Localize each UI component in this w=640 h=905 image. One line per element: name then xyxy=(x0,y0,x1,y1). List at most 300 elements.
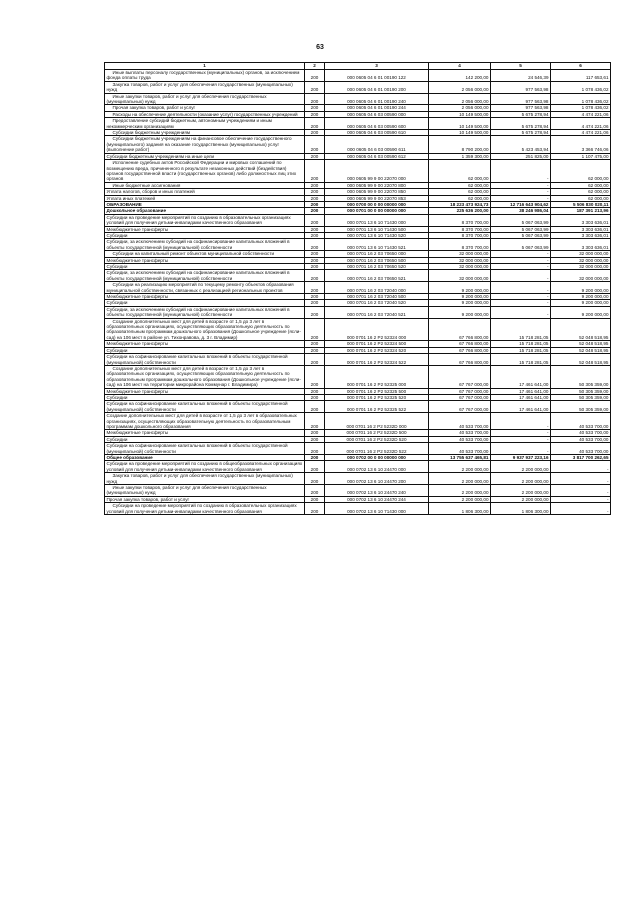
line-code: 200 xyxy=(305,473,325,485)
executed-amount: 17 461 641,00 xyxy=(491,401,551,413)
table-row xyxy=(105,496,611,502)
unexecuted-amount: 52 048 518,95 xyxy=(551,341,611,347)
table-row xyxy=(105,239,611,251)
column-header: 5 xyxy=(491,63,551,70)
executed-amount: 5 675 278,94 xyxy=(491,130,551,136)
budget-classification-code: 000 0701 16 2 P2 5232D 520 xyxy=(325,436,429,442)
approved-amount: 2 200 000,00 xyxy=(429,461,491,473)
line-code: 200 xyxy=(305,189,325,195)
approved-amount: 67 766 800,00 xyxy=(429,354,491,366)
row-name: Исполнение судебных актов Российской Федерации и мировых соглашений по возмещению вреда, причиненного в результате незаконных действий (бездействия) органов государственной власти (государственных органов) либо должностных лиц этих органов xyxy=(105,160,305,183)
row-name: Уплата налогов, сборов и иных платежей xyxy=(105,189,305,195)
unexecuted-amount: 187 391 213,96 xyxy=(551,208,611,214)
budget-classification-code: 000 0701 16 2 P2 52324 500 xyxy=(325,341,429,347)
line-code: 200 xyxy=(305,226,325,232)
table-row xyxy=(105,503,611,515)
approved-amount: 8 370 700,00 xyxy=(429,214,491,226)
line-code: 200 xyxy=(305,232,325,238)
row-name: Субсидии xyxy=(105,264,305,270)
approved-amount: 10 149 500,00 xyxy=(429,130,491,136)
executed-amount: - xyxy=(491,270,551,282)
executed-amount: - xyxy=(491,195,551,201)
line-code: 200 xyxy=(305,282,325,294)
table-body xyxy=(105,63,611,515)
row-name: Создание дополнительных мест для детей в возрасте от 1,5 до 3 лет в образовательных организациях, осуществляющих образовательную деятельность по образовательным программам дошкольного образования (Дошкольное учреждение (ясли-сад) на 106 мест в районе ул. Тихонравова, д. 3 г. Владимир) xyxy=(105,318,305,341)
unexecuted-amount: 32 000 000,00 xyxy=(551,270,611,282)
unexecuted-amount: 40 533 700,00 xyxy=(551,436,611,442)
table-row xyxy=(105,105,611,111)
budget-classification-code: 000 0605 99 9 00 22070 000 xyxy=(325,160,429,183)
executed-amount: 2 200 000,00 xyxy=(491,485,551,497)
row-name: Иные закупки товаров, работ и услуг для обеспечения государственных (муниципальных) нужд xyxy=(105,485,305,497)
line-code: 200 xyxy=(305,306,325,318)
executed-amount: - xyxy=(491,160,551,183)
unexecuted-amount: 9 200 000,00 xyxy=(551,300,611,306)
budget-classification-code: 000 0700 00 0 00 00000 000 xyxy=(325,201,429,207)
line-code: 200 xyxy=(305,130,325,136)
unexecuted-amount: 5 506 830 020,11 xyxy=(551,201,611,207)
row-name: Субсидии, за исключением субсидий на софинансирование капитальных вложений в объекты государственной (муниципальной) собственности xyxy=(105,239,305,251)
row-name: Дошкольное образование xyxy=(105,208,305,214)
executed-amount: - xyxy=(491,264,551,270)
approved-amount: 67 766 800,00 xyxy=(429,341,491,347)
row-name: Иные закупки товаров, работ и услуг для обеспечения государственных (муниципальных) нужд xyxy=(105,93,305,105)
row-name: Субсидии на капитальный ремонт объектов муниципальной собственности xyxy=(105,251,305,257)
executed-amount: - xyxy=(491,189,551,195)
row-name: Прочая закупка товаров, работ и услуг xyxy=(105,105,305,111)
table-header-row xyxy=(105,63,611,70)
executed-amount: - xyxy=(491,300,551,306)
unexecuted-amount: 9 200 000,00 xyxy=(551,294,611,300)
row-name: Общее образование xyxy=(105,455,305,461)
executed-amount: 15 718 281,05 xyxy=(491,347,551,353)
row-name: Межбюджетные трансферты xyxy=(105,257,305,263)
approved-amount: 225 636 200,00 xyxy=(429,208,491,214)
row-name: Уплата иных платежей xyxy=(105,195,305,201)
executed-amount: 977 563,98 xyxy=(491,81,551,93)
row-name: Иные бюджетные ассигнования xyxy=(105,182,305,188)
budget-classification-code: 000 0701 16 2 03 72040 500 xyxy=(325,294,429,300)
executed-amount: 977 563,98 xyxy=(491,93,551,105)
budget-classification-code: 000 0701 16 2 P2 52324 520 xyxy=(325,347,429,353)
approved-amount: 67 767 000,00 xyxy=(429,388,491,394)
unexecuted-amount: 3 817 700 262,65 xyxy=(551,455,611,461)
budget-classification-code: 000 0605 99 9 00 22070 800 xyxy=(325,182,429,188)
table-row xyxy=(105,365,611,388)
row-name: Закупка товаров, работ и услуг для обеспечения государственных (муниципальных) нужд xyxy=(105,473,305,485)
executed-amount: - xyxy=(491,413,551,430)
budget-classification-code: 000 0701 13 6 10 71430 500 xyxy=(325,226,429,232)
row-name: Расходы на обеспечение деятельности (оказание услуг) государственных учреждений xyxy=(105,111,305,117)
unexecuted-amount: 3 303 636,01 xyxy=(551,232,611,238)
line-code: 200 xyxy=(305,160,325,183)
executed-amount: 15 718 281,05 xyxy=(491,341,551,347)
table-row xyxy=(105,111,611,117)
unexecuted-amount: 62 000,00 xyxy=(551,182,611,188)
budget-classification-code: 000 0701 16 2 P2 52324 522 xyxy=(325,354,429,366)
unexecuted-amount: 50 305 359,00 xyxy=(551,388,611,394)
line-code: 200 xyxy=(305,455,325,461)
executed-amount: - xyxy=(491,306,551,318)
row-name: Предоставление субсидий бюджетным, автономным учреждениям и иным некоммерческим организациям xyxy=(105,118,305,130)
unexecuted-amount: 52 048 518,95 xyxy=(551,318,611,341)
unexecuted-amount: 32 000 000,00 xyxy=(551,251,611,257)
row-name: Межбюджетные трансферты xyxy=(105,341,305,347)
unexecuted-amount: - xyxy=(551,473,611,485)
executed-amount: 5 067 063,99 xyxy=(491,226,551,232)
unexecuted-amount: 1 107 475,00 xyxy=(551,153,611,159)
line-code: 200 xyxy=(305,136,325,153)
budget-classification-code: 000 0701 16 2 P2 5232D 522 xyxy=(325,443,429,455)
executed-amount: - xyxy=(491,282,551,294)
unexecuted-amount: - xyxy=(551,503,611,515)
budget-classification-code: 000 0702 00 0 00 00000 000 xyxy=(325,455,429,461)
row-name: Межбюджетные трансферты xyxy=(105,430,305,436)
line-code: 200 xyxy=(305,118,325,130)
budget-classification-code: 000 0702 13 6 10 24470 240 xyxy=(325,485,429,497)
budget-classification-code: 000 0605 99 9 00 22070 853 xyxy=(325,195,429,201)
executed-amount: 977 563,98 xyxy=(491,105,551,111)
line-code: 200 xyxy=(305,264,325,270)
approved-amount: 67 767 000,00 xyxy=(429,365,491,388)
table-row xyxy=(105,270,611,282)
line-code: 200 xyxy=(305,195,325,201)
budget-classification-code: 000 0701 16 2 P2 52325 000 xyxy=(325,365,429,388)
budget-classification-code: 000 0701 16 2 03 70650 000 xyxy=(325,251,429,257)
approved-amount: 40 533 700,00 xyxy=(429,443,491,455)
table-row xyxy=(105,130,611,136)
approved-amount: 1 806 300,00 xyxy=(429,503,491,515)
table-row xyxy=(105,306,611,318)
line-code: 200 xyxy=(305,201,325,207)
line-code: 200 xyxy=(305,93,325,105)
budget-classification-code: 000 0701 16 2 P2 52325 500 xyxy=(325,388,429,394)
approved-amount: 32 000 000,00 xyxy=(429,257,491,263)
unexecuted-amount: 3 303 636,01 xyxy=(551,226,611,232)
table-row xyxy=(105,93,611,105)
row-name: Субсидии xyxy=(105,347,305,353)
budget-classification-code: 000 0701 16 2 03 70650 520 xyxy=(325,264,429,270)
row-name: Субсидии xyxy=(105,436,305,442)
approved-amount: 62 000,00 xyxy=(429,182,491,188)
row-name: Создание дополнительных мест для детей в возрасте от 1,5 до 3 лет в образовательных организациях, осуществляющих образовательную деятельность по образовательным программам дошкольного образования (Дошкольное учреждение (ясли-сад) на 106 мест на территории микрорайона Коммунар г. Владимира) xyxy=(105,365,305,388)
row-name: Прочая закупка товаров, работ и услуг xyxy=(105,496,305,502)
line-code: 200 xyxy=(305,251,325,257)
budget-classification-code: 000 0702 13 6 10 24470 000 xyxy=(325,461,429,473)
executed-amount: 17 461 641,00 xyxy=(491,365,551,388)
executed-amount: 5 067 063,99 xyxy=(491,239,551,251)
executed-amount: - xyxy=(491,443,551,455)
line-code: 200 xyxy=(305,300,325,306)
unexecuted-amount: 62 000,00 xyxy=(551,160,611,183)
unexecuted-amount: 50 305 359,00 xyxy=(551,394,611,400)
executed-amount: - xyxy=(491,251,551,257)
row-name: Субсидии xyxy=(105,232,305,238)
budget-classification-code: 000 0701 16 2 P2 52325 522 xyxy=(325,401,429,413)
budget-classification-code: 000 0702 13 6 10 24470 244 xyxy=(325,496,429,502)
budget-classification-code: 000 0701 16 2 P2 52324 000 xyxy=(325,318,429,341)
approved-amount: 2 200 000,00 xyxy=(429,496,491,502)
line-code: 200 xyxy=(305,318,325,341)
approved-amount: 10 149 500,00 xyxy=(429,118,491,130)
table-row xyxy=(105,136,611,153)
row-name: Субсидии, за исключением субсидий на софинансирование капитальных вложений в объекты государственной (муниципальной) собственности xyxy=(105,270,305,282)
line-code: 200 xyxy=(305,153,325,159)
executed-amount: 24 546,39 xyxy=(491,70,551,82)
approved-amount: 62 000,00 xyxy=(429,160,491,183)
executed-amount: 5 067 063,99 xyxy=(491,232,551,238)
approved-amount: 40 533 700,00 xyxy=(429,413,491,430)
approved-amount: 9 200 000,00 xyxy=(429,294,491,300)
executed-amount: 38 246 986,04 xyxy=(491,208,551,214)
budget-classification-code: 000 0605 04 6 01 00190 200 xyxy=(325,81,429,93)
row-name: Субсидии бюджетным учреждениям на финансовое обеспечение государственного (муниципального) задания на оказание государственных (муниципальных) услуг (выполнение работ) xyxy=(105,136,305,153)
executed-amount: - xyxy=(491,182,551,188)
line-code: 200 xyxy=(305,81,325,93)
approved-amount: 9 200 000,00 xyxy=(429,300,491,306)
executed-amount: 5 675 278,94 xyxy=(491,118,551,130)
line-code: 200 xyxy=(305,294,325,300)
budget-classification-code: 000 0605 04 6 01 00190 240 xyxy=(325,93,429,105)
approved-amount: 67 767 000,00 xyxy=(429,394,491,400)
row-name: Субсидии на софинансирование капитальных вложений в объекты государственной (муниципальной) собственности xyxy=(105,354,305,366)
line-code: 200 xyxy=(305,111,325,117)
row-name: Субсидии бюджетным учреждениям на иные цели xyxy=(105,153,305,159)
unexecuted-amount: 3 303 636,01 xyxy=(551,214,611,226)
budget-classification-code: 000 0605 04 6 03 00590 611 xyxy=(325,136,429,153)
approved-amount: 67 766 800,00 xyxy=(429,347,491,353)
table-row xyxy=(105,318,611,341)
approved-amount: 9 200 000,00 xyxy=(429,282,491,294)
line-code: 200 xyxy=(305,341,325,347)
line-code: 200 xyxy=(305,401,325,413)
approved-amount: 32 000 000,00 xyxy=(429,264,491,270)
table-row xyxy=(105,70,611,82)
approved-amount: 18 223 473 924,73 xyxy=(429,201,491,207)
budget-classification-code: 000 0702 13 6 10 71430 000 xyxy=(325,503,429,515)
budget-classification-code: 000 0701 16 2 03 72040 521 xyxy=(325,306,429,318)
approved-amount: 142 200,00 xyxy=(429,70,491,82)
column-header: 4 xyxy=(429,63,491,70)
executed-amount: 12 716 643 904,62 xyxy=(491,201,551,207)
unexecuted-amount: 1 078 436,02 xyxy=(551,93,611,105)
budget-execution-table xyxy=(104,62,611,515)
unexecuted-amount: 9 200 000,00 xyxy=(551,306,611,318)
budget-classification-code: 000 0701 13 6 10 71430 520 xyxy=(325,232,429,238)
budget-classification-code: 000 0701 16 2 03 72040 000 xyxy=(325,282,429,294)
approved-amount: 2 200 000,00 xyxy=(429,485,491,497)
unexecuted-amount: 62 000,00 xyxy=(551,195,611,201)
unexecuted-amount: - xyxy=(551,461,611,473)
executed-amount: 15 718 281,05 xyxy=(491,354,551,366)
row-name: Субсидии xyxy=(105,394,305,400)
budget-classification-code: 000 0605 04 6 03 00590 000 xyxy=(325,111,429,117)
approved-amount: 13 755 637 465,81 xyxy=(429,455,491,461)
row-name: Субсидии xyxy=(105,300,305,306)
budget-classification-code: 000 0701 13 6 10 71430 000 xyxy=(325,214,429,226)
budget-classification-code: 000 0701 16 2 03 70650 521 xyxy=(325,270,429,282)
unexecuted-amount: 62 000,00 xyxy=(551,189,611,195)
approved-amount: 2 056 000,00 xyxy=(429,93,491,105)
table-row xyxy=(105,461,611,473)
unexecuted-amount: 32 000 000,00 xyxy=(551,257,611,263)
unexecuted-amount: 50 305 359,00 xyxy=(551,365,611,388)
budget-classification-code: 000 0605 04 6 01 00190 244 xyxy=(325,105,429,111)
unexecuted-amount: 40 533 700,00 xyxy=(551,443,611,455)
approved-amount: 10 149 500,00 xyxy=(429,111,491,117)
page-number: 63 xyxy=(316,44,324,51)
approved-amount: 62 000,00 xyxy=(429,189,491,195)
unexecuted-amount: 4 474 221,06 xyxy=(551,118,611,130)
line-code: 200 xyxy=(305,70,325,82)
row-name: Закупка товаров, работ и услуг для обеспечения государственных (муниципальных) нужд xyxy=(105,81,305,93)
executed-amount: 5 423 453,94 xyxy=(491,136,551,153)
approved-amount: 2 200 000,00 xyxy=(429,473,491,485)
line-code: 200 xyxy=(305,182,325,188)
line-code: 200 xyxy=(305,430,325,436)
executed-amount: 2 200 000,00 xyxy=(491,496,551,502)
row-name: Субсидии на реализацию мероприятий по текущему ремонту объектов образования муниципальной собственности, связанных с реализацией региональных проектов xyxy=(105,282,305,294)
approved-amount: 67 767 000,00 xyxy=(429,401,491,413)
executed-amount: 5 067 063,99 xyxy=(491,214,551,226)
unexecuted-amount: 32 000 000,00 xyxy=(551,264,611,270)
unexecuted-amount: 50 305 359,00 xyxy=(551,401,611,413)
approved-amount: 32 000 000,00 xyxy=(429,251,491,257)
budget-classification-code: 000 0701 16 2 03 72040 520 xyxy=(325,300,429,306)
approved-amount: 67 766 800,00 xyxy=(429,318,491,341)
column-header: 1 xyxy=(105,63,305,70)
approved-amount: 9 200 000,00 xyxy=(429,306,491,318)
line-code: 200 xyxy=(305,394,325,400)
line-code: 200 xyxy=(305,257,325,263)
row-name: Межбюджетные трансферты xyxy=(105,388,305,394)
unexecuted-amount: 52 048 518,95 xyxy=(551,354,611,366)
unexecuted-amount: - xyxy=(551,485,611,497)
executed-amount: 5 675 278,94 xyxy=(491,111,551,117)
unexecuted-amount: 9 200 000,00 xyxy=(551,282,611,294)
table-row xyxy=(105,81,611,93)
line-code: 200 xyxy=(305,270,325,282)
executed-amount: - xyxy=(491,294,551,300)
row-name: Создание дополнительных мест для детей в возрасте от 1,5 до 3 лет в образовательных организациях, осуществляющих образовательную деятельность по образовательным программам дошкольного образования xyxy=(105,413,305,430)
row-name: Субсидии на проведение мероприятий по созданию в образовательных организациях условий для получения детьми-инвалидами качественного образования xyxy=(105,214,305,226)
executed-amount: - xyxy=(491,430,551,436)
line-code: 200 xyxy=(305,443,325,455)
executed-amount: 2 200 000,00 xyxy=(491,461,551,473)
line-code: 200 xyxy=(305,347,325,353)
row-name: Субсидии бюджетным учреждениям xyxy=(105,130,305,136)
table-row xyxy=(105,153,611,159)
table-row xyxy=(105,160,611,183)
budget-classification-code: 000 0605 04 6 01 00190 122 xyxy=(325,70,429,82)
line-code: 200 xyxy=(305,239,325,251)
line-code: 200 xyxy=(305,214,325,226)
budget-classification-code: 000 0701 16 2 P2 5232D 500 xyxy=(325,430,429,436)
unexecuted-amount: 3 366 746,06 xyxy=(551,136,611,153)
unexecuted-amount: 3 303 636,01 xyxy=(551,239,611,251)
unexecuted-amount: 52 048 518,95 xyxy=(551,347,611,353)
table-row xyxy=(105,354,611,366)
budget-classification-code: 000 0701 16 2 03 70650 500 xyxy=(325,257,429,263)
approved-amount: 1 359 300,00 xyxy=(429,153,491,159)
line-code: 200 xyxy=(305,354,325,366)
approved-amount: 2 056 000,00 xyxy=(429,105,491,111)
unexecuted-amount: 1 078 436,02 xyxy=(551,81,611,93)
budget-classification-code: 000 0701 16 2 P2 5232D 000 xyxy=(325,413,429,430)
approved-amount: 40 533 700,00 xyxy=(429,436,491,442)
approved-amount: 62 000,00 xyxy=(429,195,491,201)
column-header: 2 xyxy=(305,63,325,70)
column-header: 6 xyxy=(551,63,611,70)
approved-amount: 8 370 700,00 xyxy=(429,239,491,251)
unexecuted-amount: 4 474 221,06 xyxy=(551,111,611,117)
executed-amount: 9 937 937 223,16 xyxy=(491,455,551,461)
table-row xyxy=(105,485,611,497)
unexecuted-amount: 117 653,61 xyxy=(551,70,611,82)
row-name: Иные выплаты персоналу государственных (муниципальных) органов, за исключением фонда оплаты труда xyxy=(105,70,305,82)
row-name: Субсидии на софинансирование капитальных вложений в объекты государственной (муниципальной) собственности xyxy=(105,443,305,455)
unexecuted-amount: 40 533 700,00 xyxy=(551,413,611,430)
row-name: Межбюджетные трансферты xyxy=(105,294,305,300)
budget-classification-code: 000 0605 04 6 03 00590 600 xyxy=(325,118,429,130)
approved-amount: 8 370 700,00 xyxy=(429,226,491,232)
unexecuted-amount: - xyxy=(551,496,611,502)
budget-classification-code: 000 0701 16 2 P2 52325 520 xyxy=(325,394,429,400)
line-code: 200 xyxy=(305,388,325,394)
line-code: 200 xyxy=(305,485,325,497)
budget-classification-code: 000 0702 13 6 10 24470 200 xyxy=(325,473,429,485)
unexecuted-amount: 1 078 436,02 xyxy=(551,105,611,111)
row-name: Межбюджетные трансферты xyxy=(105,226,305,232)
executed-amount: 17 461 641,00 xyxy=(491,388,551,394)
line-code: 200 xyxy=(305,105,325,111)
line-code: 200 xyxy=(305,208,325,214)
executed-amount: 251 825,00 xyxy=(491,153,551,159)
executed-amount: 17 461 641,00 xyxy=(491,394,551,400)
executed-amount: 1 806 300,00 xyxy=(491,503,551,515)
line-code: 200 xyxy=(305,413,325,430)
line-code: 200 xyxy=(305,365,325,388)
budget-classification-code: 000 0605 04 6 03 00590 610 xyxy=(325,130,429,136)
table-row xyxy=(105,413,611,430)
approved-amount: 8 370 700,00 xyxy=(429,232,491,238)
budget-classification-code: 000 0605 99 9 00 22070 850 xyxy=(325,189,429,195)
line-code: 200 xyxy=(305,496,325,502)
table-row xyxy=(105,282,611,294)
row-name: ОБРАЗОВАНИЕ xyxy=(105,201,305,207)
row-name: Субсидии на софинансирование капитальных вложений в объекты государственной (муниципальной) собственности xyxy=(105,401,305,413)
budget-classification-code: 000 0701 13 6 10 71430 521 xyxy=(325,239,429,251)
unexecuted-amount: 40 533 700,00 xyxy=(551,430,611,436)
column-header: 3 xyxy=(325,63,429,70)
executed-amount: 15 718 281,05 xyxy=(491,318,551,341)
row-name: Субсидии на проведение мероприятий по созданию в общеобразовательных организациях условий для получения детьми-инвалидами качественного образования xyxy=(105,461,305,473)
line-code: 200 xyxy=(305,503,325,515)
row-name: Субсидии на проведение мероприятий по созданию в образовательных организациях условий для получения детьми-инвалидами качественного образования xyxy=(105,503,305,515)
budget-classification-code: 000 0605 04 6 03 00590 612 xyxy=(325,153,429,159)
row-name: Субсидии, за исключением субсидий на софинансирование капитальных вложений в объекты государственной (муниципальной) собственности xyxy=(105,306,305,318)
approved-amount: 2 056 000,00 xyxy=(429,81,491,93)
executed-amount: - xyxy=(491,257,551,263)
approved-amount: 8 790 200,00 xyxy=(429,136,491,153)
budget-classification-code: 000 0701 00 0 00 00000 000 xyxy=(325,208,429,214)
table-row xyxy=(105,214,611,226)
executed-amount: 2 200 000,00 xyxy=(491,473,551,485)
table-row xyxy=(105,443,611,455)
line-code: 200 xyxy=(305,436,325,442)
line-code: 200 xyxy=(305,461,325,473)
approved-amount: 32 000 000,00 xyxy=(429,270,491,282)
